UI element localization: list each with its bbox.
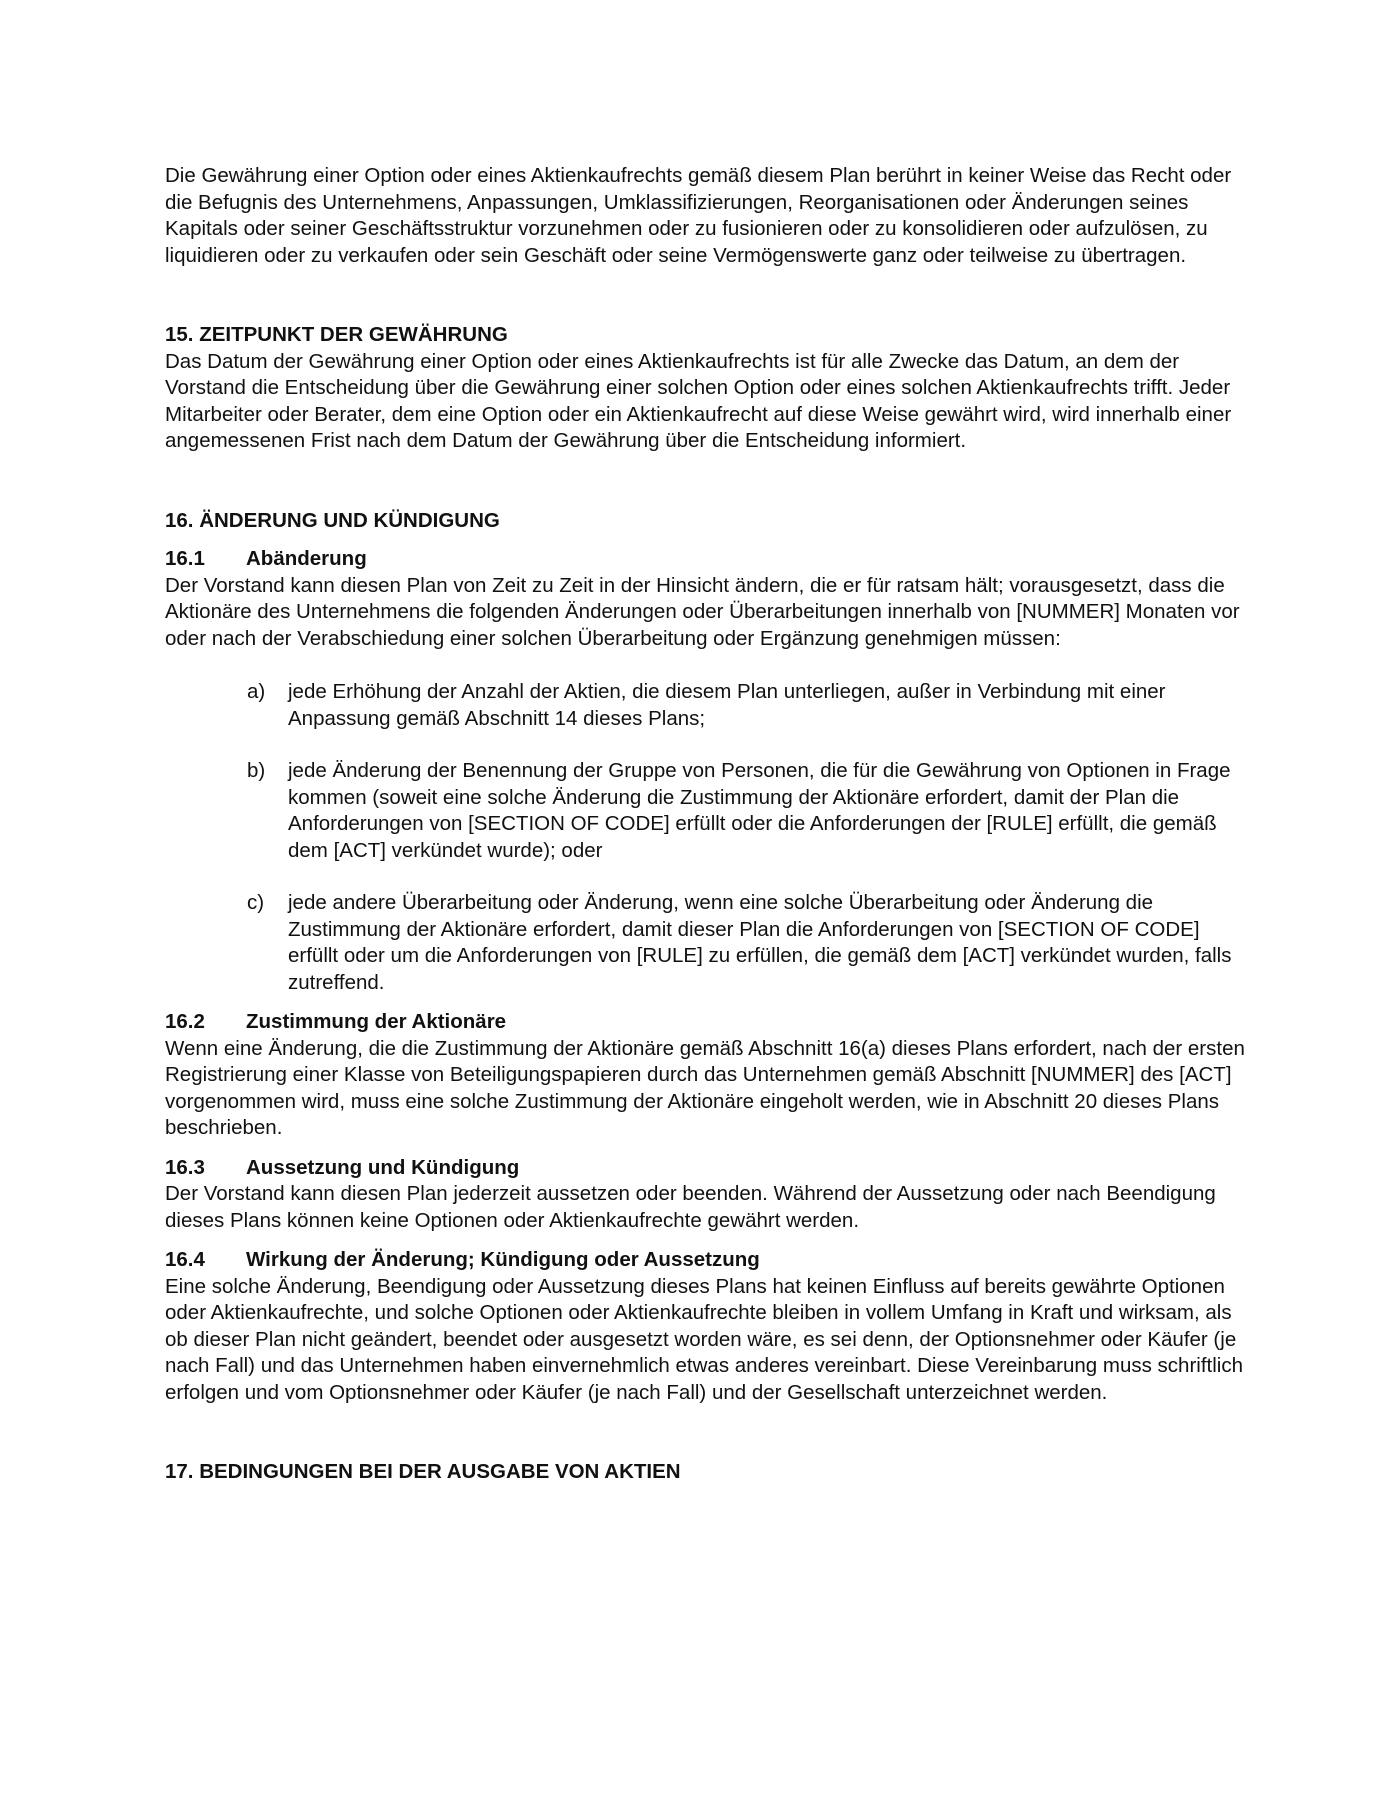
subsection-16-4: [165, 1247, 1245, 1406]
subsection-number: 16.4: [165, 1248, 205, 1271]
subsection-16-1-heading: [165, 546, 1245, 573]
section-17-heading: 17. BEDINGUNGEN BEI DER AUSGABE VON AKTIEN: [165, 1460, 681, 1483]
section-15-body: Das Datum der Gewährung einer Option oder eines Aktienkaufrechts ist für alle Zwecke das Datum, an dem der Vorstand die Entscheidung über die Gewährung einer solchen Option oder eines solchen Aktienkaufrechts trifft. Jeder Mitarbeiter oder Berater, dem eine Option oder ein Aktienkaufrecht auf diese Weise gewährt wird, wird innerhalb einer angemessenen Frist nach dem Datum der Gewährung über die Entscheidung informiert.: [165, 349, 1232, 452]
list-item-text: jede andere Überarbeitung oder Änderung, wenn eine solche Überarbeitung oder Änderung die Zustimmung der Aktionäre erfordert, damit dieser Plan die Anforderungen von [SECTION OF CODE] erfüllt oder um die Anforderungen von [RULE] zu erfüllen, die gemäß dem [ACT] verkündet wurden, falls zutreffend.: [288, 891, 1232, 994]
list-item-text: jede Erhöhung der Anzahl der Aktien, die diesem Plan unterliegen, außer in Verbindung mit einer Anpassung gemäß Abschnitt 14 dieses Plans;: [288, 680, 1166, 730]
section-15-heading: 15. ZEITPUNKT DER GEWÄHRUNG: [165, 323, 508, 346]
section-15: [165, 322, 1245, 455]
list-item-letter: a): [247, 680, 266, 703]
subsection-16-1-body: Der Vorstand kann diesen Plan von Zeit zu Zeit in der Hinsicht ändern, die er für ratsam hält; vorausgesetzt, dass die Aktionäre des Unternehmens die folgenden Änderungen oder Überarbeitungen innerhalb von [NUMMER] Monaten vor oder nach der Verabschiedung einer solchen Überarbeitung oder Ergänzung genehmigen müssen:: [165, 573, 1240, 650]
subsection-title: Abänderung: [246, 547, 367, 570]
subsection-number: 16.3: [165, 1155, 205, 1179]
amendment-list: [165, 679, 1245, 996]
section-17: [165, 1459, 1245, 1486]
subsection-16-2-body: Wenn eine Änderung, die die Zustimmung der Aktionäre gemäß Abschnitt 16(a) dieses Plans erfordert, nach der ersten Registrierung einer Klasse von Beteiligungspapieren durch das Unternehmen gemäß Abschnitt [NUMMER] des [ACT] vorgenommen wird, muss eine solche Zustimmung der Aktionäre eingeholt werden, wie in Abschnitt 20 dieses Plans beschrieben.: [165, 1036, 1245, 1139]
subsection-number: 16.2: [165, 1010, 205, 1033]
list-item-letter: b): [247, 759, 266, 782]
subsection-title: Wirkung der Änderung; Kündigung oder Aussetzung: [246, 1248, 760, 1271]
list-item-text: jede Änderung der Benennung der Gruppe von Personen, die für die Gewährung von Optionen in Frage kommen (soweit eine solche Änderung die Zustimmung der Aktionäre erfordert, damit der Plan die Anforderungen von [SECTION OF CODE] erfüllt oder die Anforderungen der [RULE] erfüllt, die gemäß dem [ACT] verkündet wurde); oder: [288, 759, 1231, 862]
section-16-heading: 16. ÄNDERUNG UND KÜNDIGUNG: [165, 508, 500, 532]
list-item: [247, 890, 1245, 996]
subsection-title: Zustimmung der Aktionäre: [246, 1010, 507, 1033]
list-item: [247, 758, 1245, 864]
subsection-16-1: [165, 546, 1245, 996]
subsection-16-3: [165, 1155, 1245, 1235]
subsection-title: Aussetzung und Kündigung: [246, 1155, 520, 1179]
subsection-16-4-body: Eine solche Änderung, Beendigung oder Aussetzung dieses Plans hat keinen Einfluss auf bereits gewährte Optionen oder Aktienkaufrechte, und solche Optionen oder Aktienkaufrechte bleiben in vollem Umfang in Kraft und wirksam, als ob dieser Plan nicht geändert, beendet oder ausgesetzt worden wäre, es sei denn, der Optionsnehmer oder Käufer (je nach Fall) und das Unternehmen haben einvernehmlich etwas anderes vereinbart. Diese Vereinbarung muss schriftlich erfolgen und vom Optionsnehmer oder Käufer (je nach Fall) und der Gesellschaft unterzeichnet werden.: [165, 1274, 1243, 1404]
subsection-16-2-heading: [165, 1009, 1245, 1036]
subsection-16-3-heading: [165, 1155, 1245, 1182]
section-16: [165, 508, 1245, 1407]
list-item: [247, 679, 1245, 732]
intro-paragraph: Die Gewährung einer Option oder eines Aktienkaufrechts gemäß diesem Plan berührt in keiner Weise das Recht oder die Befugnis des Unternehmens, Anpassungen, Umklassifizierungen, Reorganisationen oder Änderungen seines Kapitals oder seiner Geschäftsstruktur vorzunehmen oder zu fusionieren oder zu konsolidieren oder aufzulösen, zu liquidieren oder zu verkaufen oder sein Geschäft oder seine Vermögenswerte ganz oder teilweise zu übertragen.: [165, 164, 1232, 267]
subsection-16-3-body: Der Vorstand kann diesen Plan jederzeit aussetzen oder beenden. Während der Aussetzung oder nach Beendigung dieses Plans können keine Optionen oder Aktienkaufrechte gewährt werden.: [165, 1182, 1216, 1232]
list-item-letter: c): [247, 891, 265, 914]
subsection-16-2: [165, 1009, 1245, 1142]
document-page: [165, 163, 1245, 1486]
subsection-16-4-heading: [165, 1247, 1245, 1274]
subsection-number: 16.1: [165, 547, 205, 570]
